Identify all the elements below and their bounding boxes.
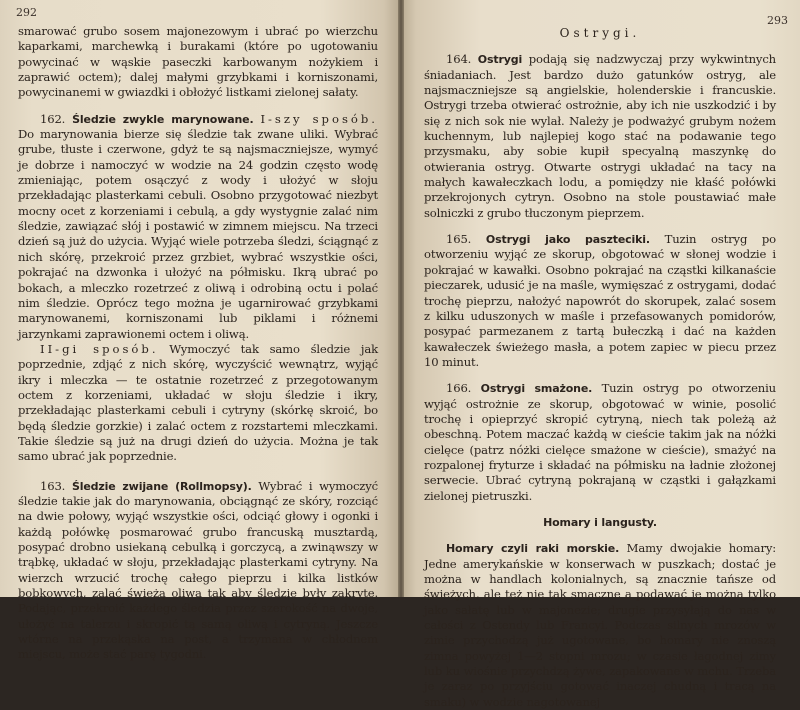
recipe-162-method-2 — [18, 342, 378, 465]
paragraph-continued: smarować grubo sosem majonezowym i ubrać po wierzchu kaparkami, marchewką i burakami (które po ugotowaniu powycinać w wąskie paseczki karbowanym nożykiem i zaprawić octem); dalej małymi grzybkami i korniszonami, powycinanemi w gwiazdki i obłożyć listkami zielonej sałaty. — [18, 24, 378, 100]
method-label: I-szy sposób. — [260, 111, 378, 126]
recipe-number: 165. — [446, 232, 472, 247]
recipe-number: 166. — [446, 381, 472, 396]
recipe-text: Do marynowania bierze się śledzie tak zwane uliki. Wybrać grube, tłuste i czerwone, gdyż te są najsmaczniejsze, wymyć je dobrze i namoczyć w wodzie na 24 godzin często wodę zmieniając, potem osączyć z wody i ułożyć w słoju przekładając plasterkami cebuli. Osobno przygotować niezbyt mocny ocet — [18, 127, 378, 218]
recipe-164 — [424, 52, 776, 221]
right-page — [400, 0, 800, 709]
recipe-number: 163. — [40, 478, 66, 493]
recipe-162 — [18, 112, 378, 342]
left-page-text — [18, 24, 378, 663]
recipe-title: Homary czyli raki morskie. — [446, 542, 620, 556]
book-gutter — [398, 0, 404, 597]
recipe-number: 164. — [446, 52, 472, 67]
recipe-text-continued: z korzeniami i cebulą, a gdy wystygnie zalać nim śledzie, zawiązać słój i postawić w zimnem miejscu. Na trzeci dzień są już do użycia. Wyjąć wiele potrzeba śledzi, ściągnąć z nich skórę, przekroić przez grzbiet, wybrać wszystkie ości, pokrajać na dzwonka i ułożyć na półmisku. Ikrą ubrać po bokach, a mleczko rozetrzeć z oliwą i odrobiną octu i polać nim śledzie. Oprócz tego można je ugarnirować grzybkami marynowanemi, korniszonami lub piklami i różnemi jarzynkami zaprawionemi octem i oliwą. — [18, 203, 378, 341]
recipe-165 — [424, 232, 776, 370]
recipe-title: Śledzie zwijane (Rollmopsy). — [71, 479, 252, 493]
section-title-2: Homary i langusty. — [543, 515, 657, 529]
recipe-title: Ostrygi jako paszteciki. — [485, 233, 650, 247]
recipe-166 — [424, 381, 776, 504]
section-title: Ostrygi. — [559, 26, 641, 40]
recipe-number: 162. — [40, 111, 66, 126]
recipe-text: Tuzin ostryg po otworzeniu wyjąć ostrożnie ze skorup, obgotować w winie, posolić trochę i opieprzyć skropić cytryną, niech tak poleżą aż obeschną. Potem maczać każdą w cieście takim jak na nóżki cielęce (patrz nóżki cielęce smażone w cieście), smażyć na rozpalonej fryturze i składać na półmisku na ładnie złożonej serwecie. Ubrać cytryną pokrajaną w cząstki i gałązkami zielonej pietruszki. — [424, 381, 776, 503]
recipe-title: Śledzie zwykle marynowane. — [72, 112, 254, 126]
left-page — [0, 0, 400, 662]
method-label: II-gi sposób. — [40, 341, 159, 356]
recipe-text: podają się nadzwyczaj przy wykwintnych śniadaniach. Jest bardzo dużo gatunków ostryg, ale najsmaczniejsze są angielskie, holenderskie i francuskie. Ostrygi trzeba otwierać ostrożnie, aby ich nie uszkodzić i by się z nich sok nie wylał. Należy je podważyć grubym nożem kuchennym, lub najlepiej kogo stać na podawanie tego przysmaku, aby sobie kupił specyalną maszynkę do otwierania ostryg. Otwarte ostrygi układać na tacy na małych kawałeczkach lodu, a pomiędzy nie kłaść połówki przekrojonych cytryn. Osobno na stole poustawiać małe solniczki z grubo tłuczonym pieprzem. — [424, 52, 776, 220]
recipe-text: Tuzin ostryg po otworzeniu wyjąć ze skorup, obgotować w słonej wodzie i pokrajać w kawałki. Osobno pokrajać na cząstki kilkanaście pieczarek, udusić je na maśle, wymięszać z ostrygami, dodać trochę pieprzu, nałożyć napowrót do skorupek, zalać sosem z kilku uduszonych w maśle i przefasowanych pomidorów, posypać parmezanem z tartą bułeczką i dać na każden kawałeczek świeżego masła, a potem zapiec w piecu przez 10 minut. — [424, 232, 777, 369]
recipe-text: Wybrać i wymoczyć śledzie takie jak do marynowania, obciągnąć ze skóry, rozciąć na dwie połowy, wyjąć wszystkie ości, odciąć głowy i ogonki i każdą połówkę posmarować grubo francuską musztardą, posypać drobno usiekaną cebulką i gorczycą, a zwinąwszy w trąbkę, układać w słoju, przekładając plasterkami cytryny. Na wierzch wrzucić trochę całego pieprzu i kilka listków bobkowych, zalać świeżą oliwą tak aby śledzie były zakryte. Podając, przekroić każdego śledzia przez szerokość na dwoje, ułożyć na talerzu i skropić tą samą oliwą i cytryną. Jeszcze wtórne na przekąska na post, a trzymana w chłodnem miejscu, może stać parę tygodni. — [18, 478, 378, 662]
recipe-title: Ostrygi smażone. — [480, 382, 593, 396]
page-number-left: 292 — [16, 6, 37, 19]
recipe-163 — [18, 479, 378, 663]
page-number-right: 293 — [767, 14, 788, 27]
recipe-text: Wymoczyć tak samo śledzie jak poprzednie, zdjąć z nich skórę, wyczyścić wewnątrz, wyjąć ikry i mleczka — te ostatnie rozetrzeć z przegotowanym octem z korzeniami, układać w słoju śledzie i ikry, przekładając plasterkami cebuli i cytryny (skórkę skroić, bo będą śledzie gorzkie) i zalać octem z rozstartemi mleczkami. Takie śledzie są już na drugi dzień do użycia. Można je tak samo ubrać jak poprzednie. — [18, 341, 378, 464]
recipe-title: Ostrygi — [477, 53, 523, 67]
recipe-crabs — [424, 541, 776, 710]
recipe-text: Mamy dwojakie homary: Jedne amerykańskie w konserwach w puszkach; dostać je można w handlach kolonialnych, są znacznie tańsze od świeżych, ale też nie tak smaczne a podawać je można tylko jako sałatę lub w majonezie; drugie przysyłają do nas w całości z Ostendy lub Francyi. Podczas silnych mrozów w zimie przychodzą już ugotowane, bo homary nie znoszą zimna powyżej 1—2 stopni mrozu; w czasie łagodnej zimy lub ku wiośnie przychdzą żywe, zapakowane w mchu. Trzeba je zaraz po przyjściu gotować inaczej chudną i tracą na smaku) w wodzie nagotowanej — [424, 541, 776, 709]
right-page-text — [424, 26, 776, 710]
